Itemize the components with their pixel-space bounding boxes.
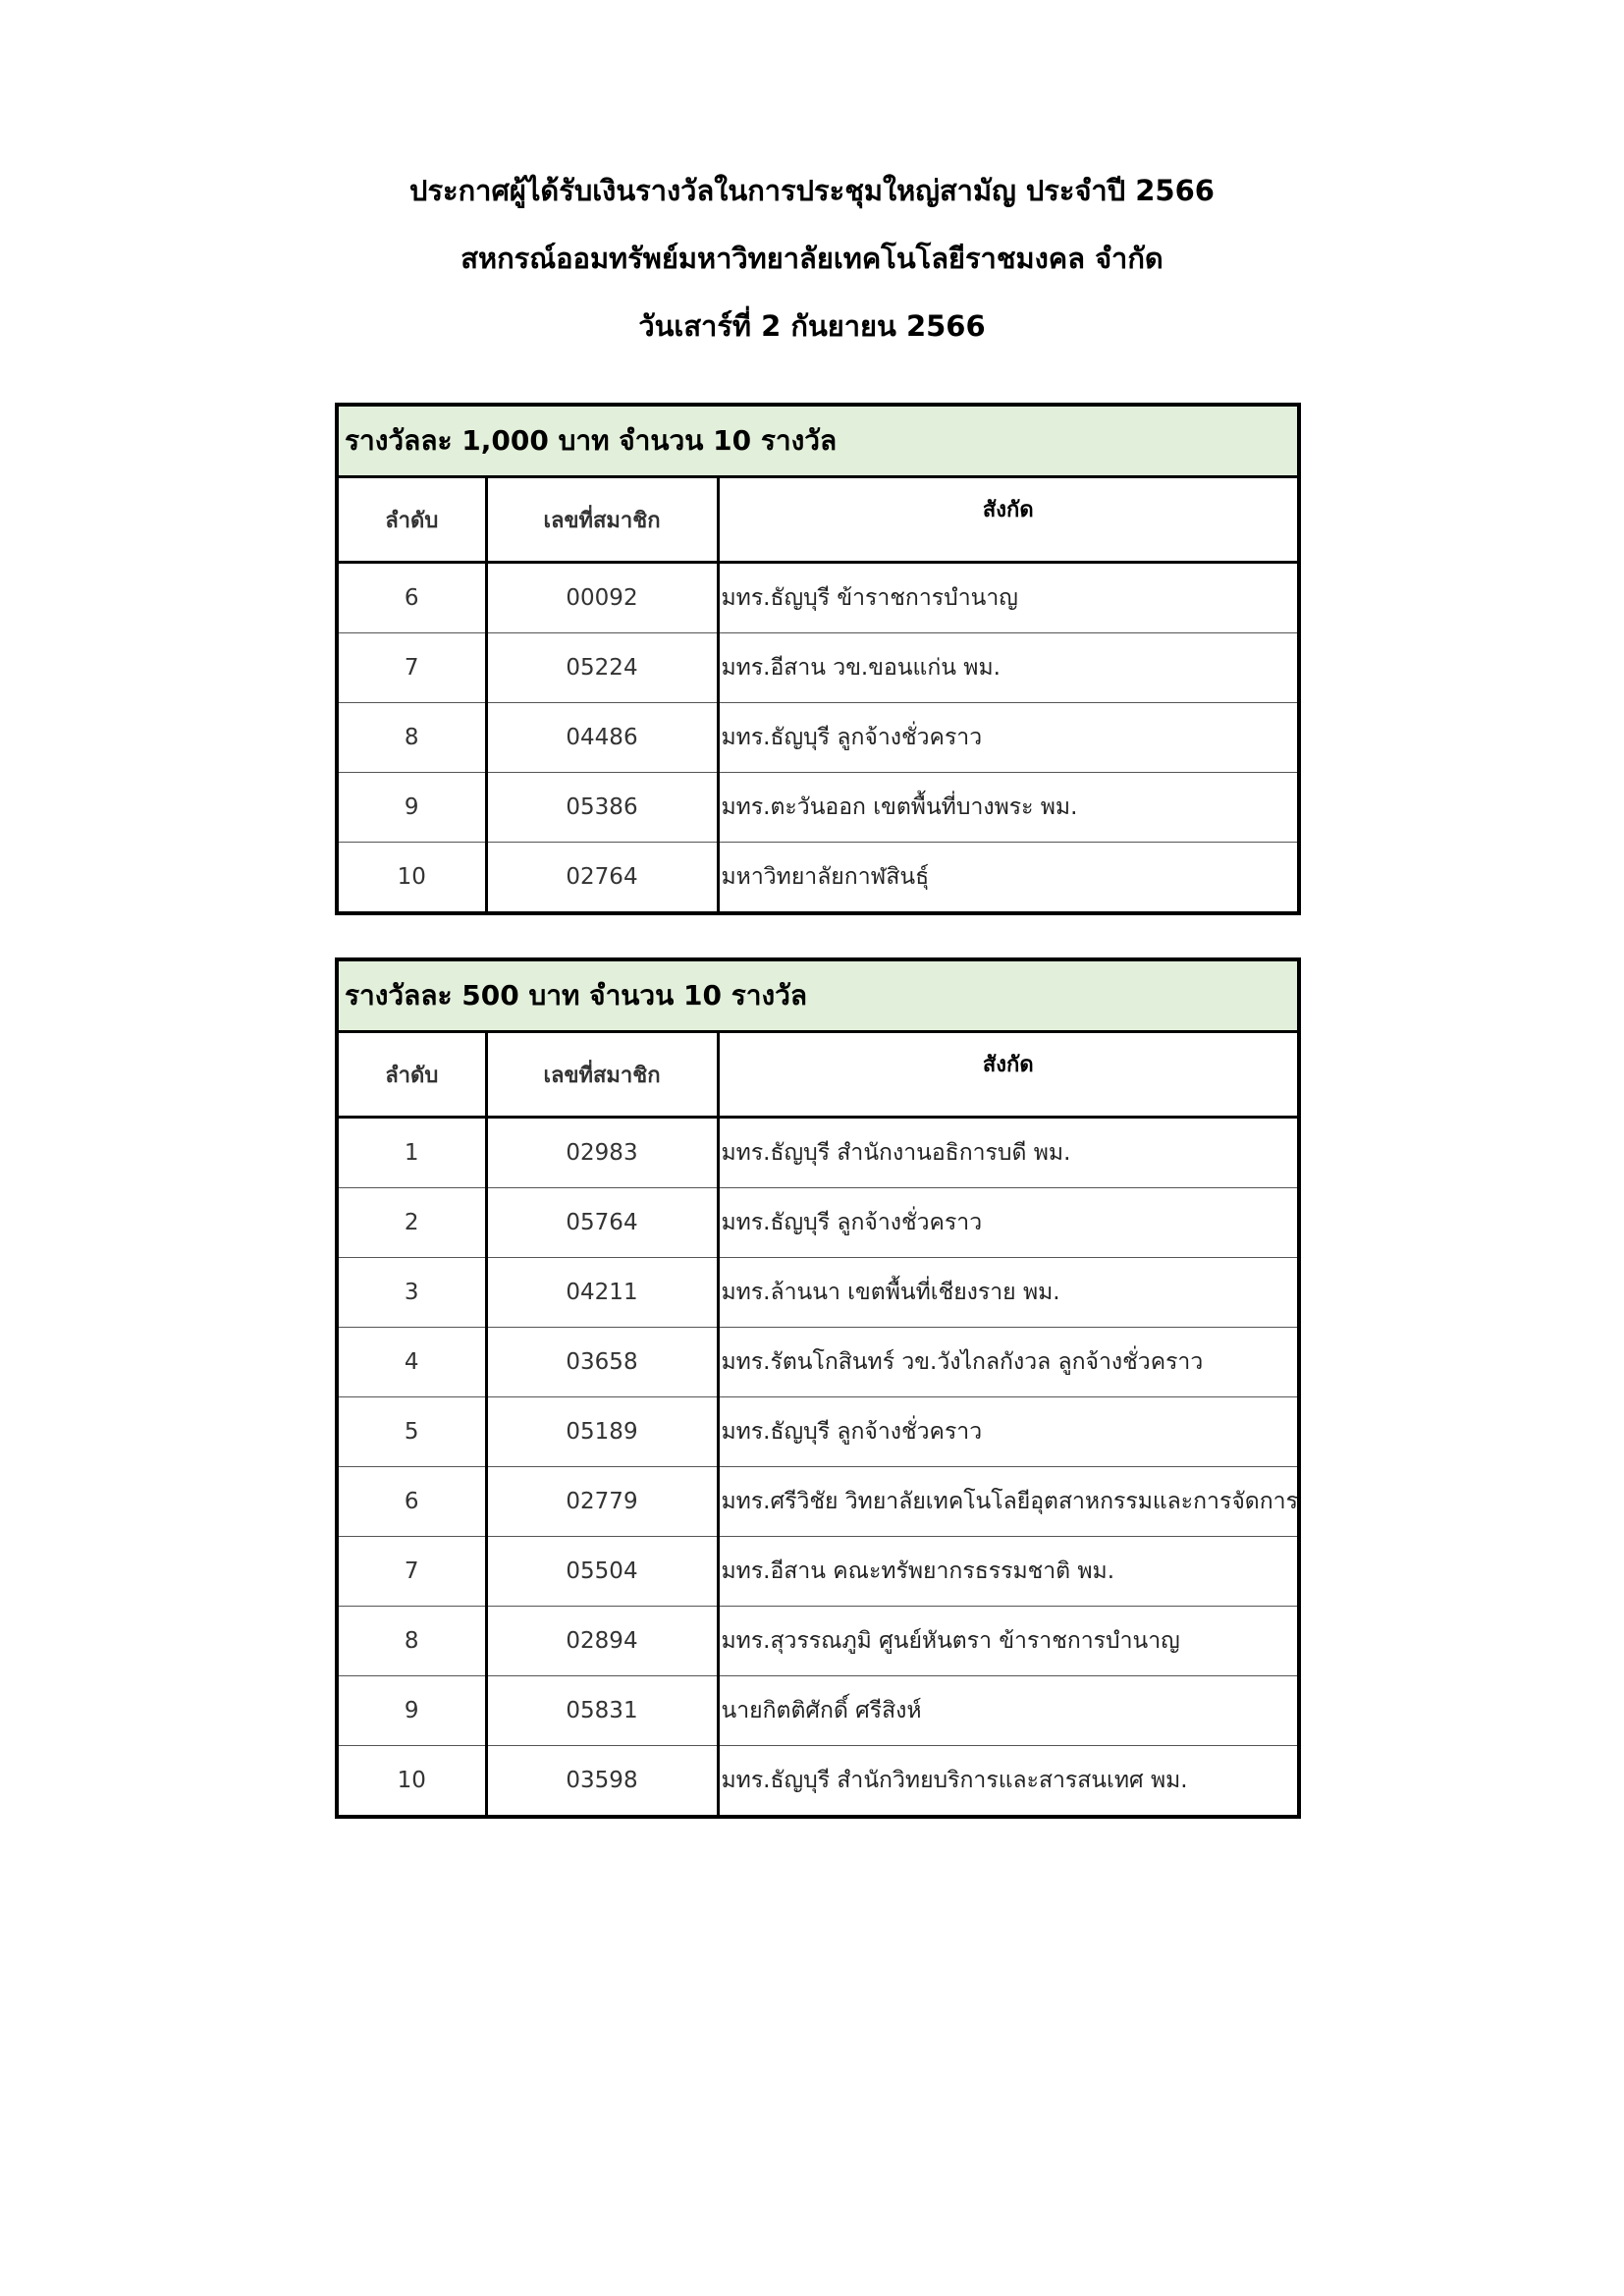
column-header-order: ลำดับ bbox=[337, 477, 486, 563]
table-row bbox=[337, 1746, 1299, 1818]
row-member-no: 02983 bbox=[486, 1118, 718, 1188]
row-affiliation: มทร.ธัญบุรี ลูกจ้างชั่วคราว bbox=[718, 1188, 1299, 1258]
table-row bbox=[337, 1537, 1299, 1607]
row-affiliation: มทร.ธัญบุรี สำนักวิทยบริการและสารสนเทศ พม. bbox=[718, 1746, 1299, 1818]
prize-table-500 bbox=[335, 957, 1301, 1819]
row-order: 9 bbox=[337, 1676, 486, 1746]
table-row bbox=[337, 1118, 1299, 1188]
row-member-no: 03598 bbox=[486, 1746, 718, 1818]
row-affiliation: มหาวิทยาลัยกาฬสินธุ์ bbox=[718, 843, 1299, 914]
row-affiliation: มทร.รัตนโกสินทร์ วข.วังไกลกังวล ลูกจ้างชั่วคราว bbox=[718, 1328, 1299, 1397]
row-member-no: 02779 bbox=[486, 1467, 718, 1537]
table-row bbox=[337, 1607, 1299, 1676]
row-affiliation: มทร.ล้านนา เขตพื้นที่เชียงราย พม. bbox=[718, 1258, 1299, 1328]
row-order: 10 bbox=[337, 1746, 486, 1818]
row-order: 8 bbox=[337, 703, 486, 773]
row-member-no: 05386 bbox=[486, 773, 718, 843]
row-affiliation: มทร.อีสาน วข.ขอนแก่น พม. bbox=[718, 633, 1299, 703]
prize-table-title: รางวัลละ 500 บาท จำนวน 10 รางวัล bbox=[337, 959, 1299, 1032]
table-row bbox=[337, 703, 1299, 773]
column-header-affiliation: สังกัด bbox=[718, 477, 1299, 563]
row-member-no: 05764 bbox=[486, 1188, 718, 1258]
table-row bbox=[337, 1188, 1299, 1258]
table-row bbox=[337, 1258, 1299, 1328]
row-member-no: 02894 bbox=[486, 1607, 718, 1676]
row-member-no: 04486 bbox=[486, 703, 718, 773]
column-header-member-no: เลขที่สมาชิก bbox=[486, 1032, 718, 1118]
row-member-no: 05831 bbox=[486, 1676, 718, 1746]
row-affiliation: มทร.ธัญบุรี ข้าราชการบำนาญ bbox=[718, 563, 1299, 633]
table-row bbox=[337, 563, 1299, 633]
row-affiliation: นายกิตติศักดิ์ ศรีสิงห์ bbox=[718, 1676, 1299, 1746]
row-affiliation: มทร.ธัญบุรี ลูกจ้างชั่วคราว bbox=[718, 703, 1299, 773]
row-order: 7 bbox=[337, 1537, 486, 1607]
row-order: 5 bbox=[337, 1397, 486, 1467]
row-affiliation: มทร.สุวรรณภูมิ ศูนย์หันตรา ข้าราชการบำนาญ bbox=[718, 1607, 1299, 1676]
announcement-header bbox=[0, 157, 1624, 360]
row-affiliation: มทร.อีสาน คณะทรัพยากรธรรมชาติ พม. bbox=[718, 1537, 1299, 1607]
table-row bbox=[337, 843, 1299, 914]
row-order: 4 bbox=[337, 1328, 486, 1397]
row-order: 3 bbox=[337, 1258, 486, 1328]
row-affiliation: มทร.ศรีวิชัย วิทยาลัยเทคโนโลยีอุตสาหกรรมและการจัดการ bbox=[718, 1467, 1299, 1537]
table-row bbox=[337, 1397, 1299, 1467]
row-order: 6 bbox=[337, 1467, 486, 1537]
table-row bbox=[337, 1467, 1299, 1537]
table-row bbox=[337, 1328, 1299, 1397]
prize-table-body bbox=[337, 1118, 1299, 1818]
row-order: 6 bbox=[337, 563, 486, 633]
column-header-affiliation: สังกัด bbox=[718, 1032, 1299, 1118]
row-order: 2 bbox=[337, 1188, 486, 1258]
row-member-no: 04211 bbox=[486, 1258, 718, 1328]
row-order: 10 bbox=[337, 843, 486, 914]
row-affiliation: มทร.ธัญบุรี สำนักงานอธิการบดี พม. bbox=[718, 1118, 1299, 1188]
row-member-no: 05504 bbox=[486, 1537, 718, 1607]
row-member-no: 05224 bbox=[486, 633, 718, 703]
prize-table-title: รางวัลละ 1,000 บาท จำนวน 10 รางวัล bbox=[337, 405, 1299, 477]
table-row bbox=[337, 633, 1299, 703]
organization-name: สหกรณ์ออมทรัพย์มหาวิทยาลัยเทคโนโลยีราชมงคล จำกัด bbox=[460, 242, 1164, 275]
row-order: 8 bbox=[337, 1607, 486, 1676]
prize-table-1000 bbox=[335, 403, 1301, 915]
announcement-title: ประกาศผู้ได้รับเงินรางวัลในการประชุมใหญ่สามัญ ประจำปี 2566 bbox=[409, 174, 1215, 207]
column-header-member-no: เลขที่สมาชิก bbox=[486, 477, 718, 563]
table-row bbox=[337, 1676, 1299, 1746]
column-header-order: ลำดับ bbox=[337, 1032, 486, 1118]
row-order: 9 bbox=[337, 773, 486, 843]
announcement-date: วันเสาร์ที่ 2 กันยายน 2566 bbox=[638, 309, 986, 343]
row-member-no: 03658 bbox=[486, 1328, 718, 1397]
row-order: 1 bbox=[337, 1118, 486, 1188]
row-member-no: 00092 bbox=[486, 563, 718, 633]
row-affiliation: มทร.ตะวันออก เขตพื้นที่บางพระ พม. bbox=[718, 773, 1299, 843]
row-member-no: 02764 bbox=[486, 843, 718, 914]
prize-table-body bbox=[337, 563, 1299, 914]
row-order: 7 bbox=[337, 633, 486, 703]
table-row bbox=[337, 773, 1299, 843]
row-member-no: 05189 bbox=[486, 1397, 718, 1467]
row-affiliation: มทร.ธัญบุรี ลูกจ้างชั่วคราว bbox=[718, 1397, 1299, 1467]
